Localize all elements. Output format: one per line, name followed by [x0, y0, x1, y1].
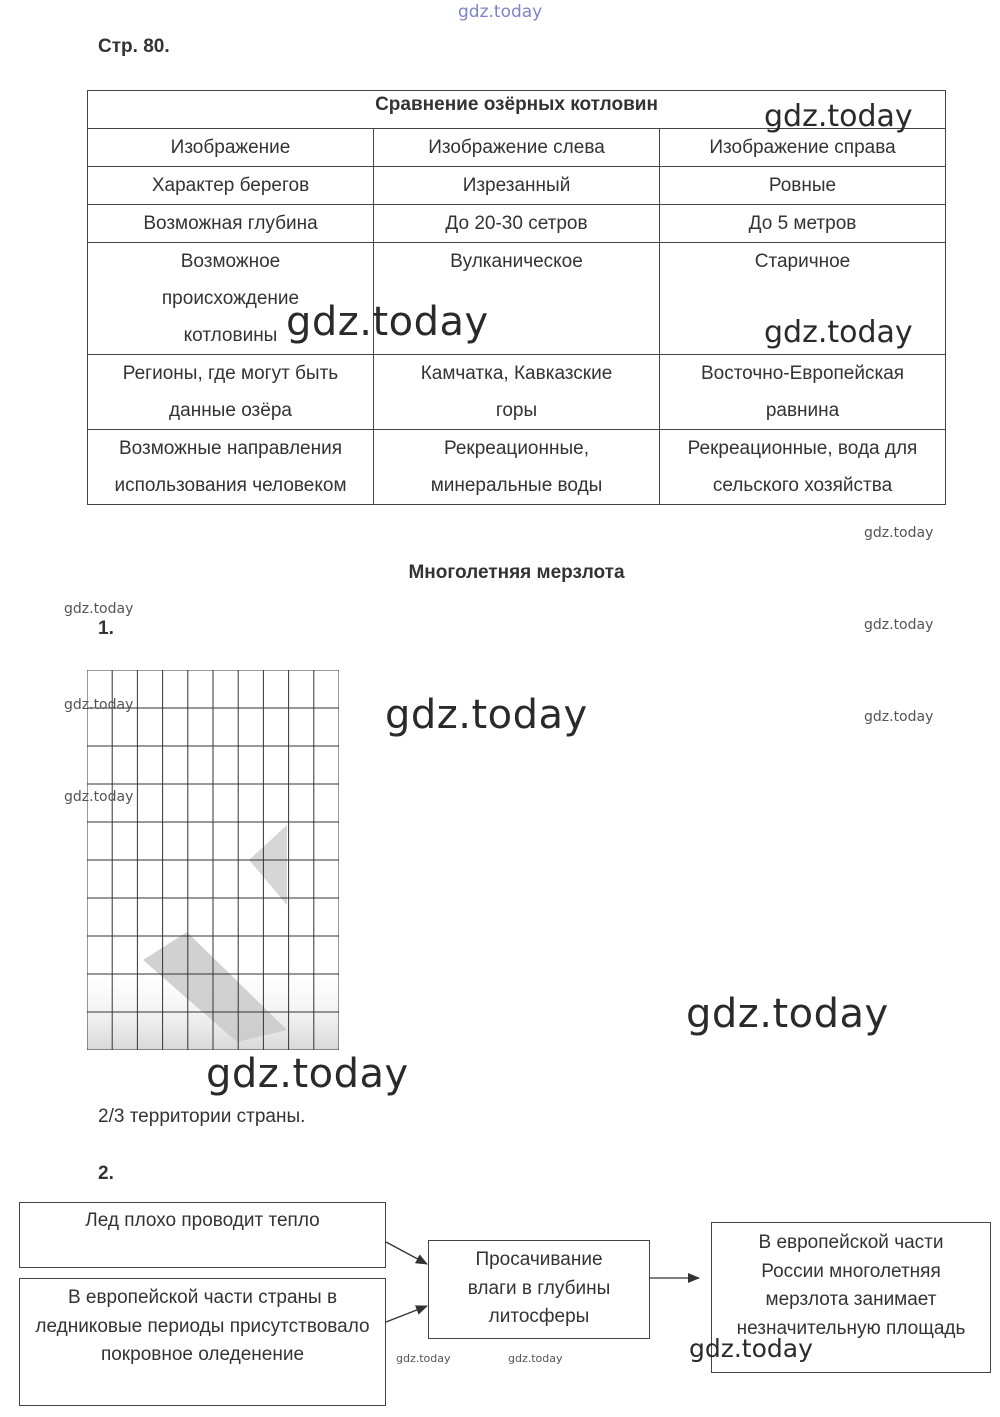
table-cell: Вулканическое [374, 243, 660, 355]
watermark: gdz.today [396, 1352, 451, 1365]
watermark-top: gdz.today [458, 2, 543, 22]
table-cell: Изрезанный [374, 167, 660, 205]
table-cell: До 20-30 сетров [374, 205, 660, 243]
table-cell: Восточно-Европейская равнина [660, 355, 946, 430]
table-cell: Старичное [660, 243, 946, 355]
section-title: Многолетняя мерзлота [408, 562, 625, 583]
table-cell: Возможная глубина [88, 205, 374, 243]
watermark: gdz.today [385, 692, 588, 738]
watermark: gdz.today [64, 601, 134, 617]
table-cell: Изображение слева [374, 129, 660, 167]
arrow-glaciation-to-seepage [386, 1306, 427, 1322]
watermark: gdz.today [686, 991, 889, 1037]
table-cell: Регионы, где могут быть данные озёра [88, 355, 374, 430]
watermark: gdz.today [508, 1352, 563, 1365]
page-number: Стр. 80. [98, 36, 170, 57]
box-seepage: Просачивание влаги в глубины литосферы [428, 1240, 650, 1339]
table-cell: Ровные [660, 167, 946, 205]
arrow-ice-to-seepage [386, 1242, 427, 1264]
watermark: gdz.today [64, 789, 134, 805]
table-caption: Сравнение озёрных котловин [88, 91, 946, 129]
table-cell: Изображение [88, 129, 374, 167]
watermark: gdz.today [206, 1051, 409, 1097]
watermark: gdz.today [286, 299, 489, 345]
table-cell: Возможные направления использования человеком [88, 430, 374, 505]
table-cell: Возможное происхождение котловины [88, 243, 374, 355]
watermark: gdz.today [689, 1334, 813, 1363]
box-ice: Лед плохо проводит тепло [19, 1202, 386, 1268]
task-1-number: 1. [98, 618, 114, 639]
table-cell: До 5 метров [660, 205, 946, 243]
table-cell: Изображение справа [660, 129, 946, 167]
table-cell: Рекреационные, минеральные воды [374, 430, 660, 505]
watermark: gdz.today [764, 315, 913, 350]
task-1-answer: 2/3 территории страны. [98, 1106, 306, 1127]
watermark: gdz.today [764, 99, 913, 134]
box-result: В европейской части России многолетняя мерзлота занимает незначительную площадь [711, 1222, 991, 1373]
box-glaciation: В европейской части страны в ледниковые периоды присутствовало покровное оледенение [19, 1278, 386, 1406]
task-2-number: 2. [98, 1163, 114, 1184]
table-cell: Рекреационные, вода для сельского хозяйства [660, 430, 946, 505]
watermark: gdz.today [64, 697, 134, 713]
watermark: gdz.today [864, 617, 934, 633]
watermark: gdz.today [864, 525, 934, 541]
watermark: gdz.today [864, 709, 934, 725]
table-cell: Характер берегов [88, 167, 374, 205]
table-cell: Камчатка, Кавказские горы [374, 355, 660, 430]
